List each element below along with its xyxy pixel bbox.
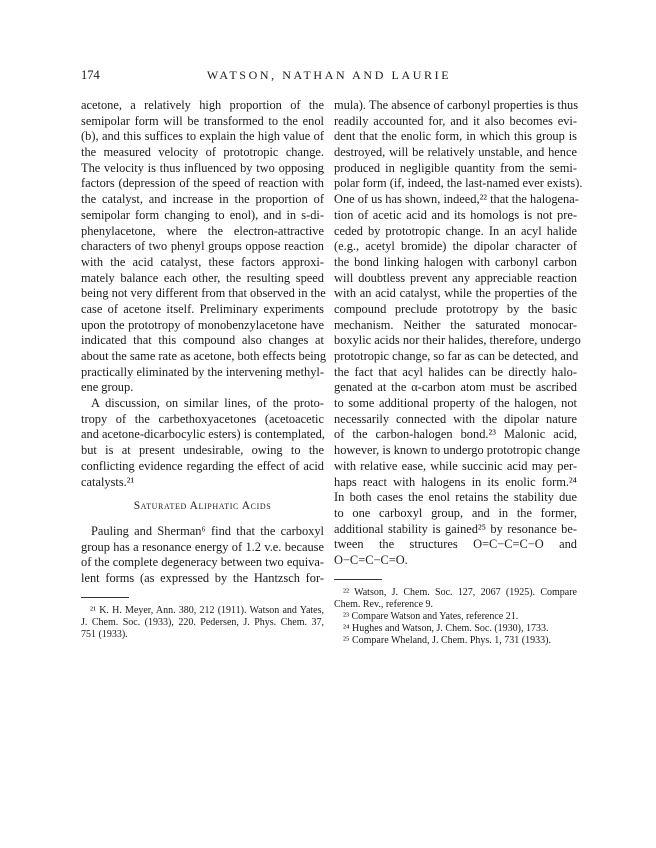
text-line: the fact that acyl halides can be directly halo- bbox=[334, 364, 577, 379]
footnotes bbox=[81, 605, 324, 641]
text-line: tropy of the carbethoxyacetones (acetoacetic bbox=[81, 411, 324, 426]
text-line: and acetone-dicarbocylic esters) is contemplated, bbox=[81, 427, 325, 442]
text-line: group has a resonance energy of 1.2 v.e. because bbox=[81, 539, 324, 554]
text-line: A discussion, on similar lines, of the proto- bbox=[91, 396, 324, 411]
text-line: to one carboxyl group, and in the former, bbox=[334, 505, 577, 520]
paragraph bbox=[81, 396, 324, 490]
paragraph bbox=[334, 98, 583, 569]
text-line: case of acetone itself. Preliminary experiments bbox=[81, 301, 324, 316]
text-line: the measured velocity of prototropic change. bbox=[81, 145, 324, 160]
text-line: with the acid catalyst, these factors approxi- bbox=[81, 254, 324, 269]
text-line: practically eliminated by the intervening methyl- bbox=[81, 364, 324, 379]
footnote-line: J. Chem. Soc. (1933), 220. Pedersen, J. Phys. Chem. 37, bbox=[81, 616, 324, 628]
footnote-divider bbox=[81, 597, 129, 598]
text-line: the catalyst, and increase in the proportion of bbox=[81, 192, 324, 207]
text-line: with an acid catalyst, while the properties of the bbox=[334, 286, 577, 301]
text-line: Pauling and Sherman⁶ find that the carboxyl bbox=[91, 523, 324, 538]
footnote-divider bbox=[334, 579, 382, 580]
footnote-line: ²² Watson, J. Chem. Soc. 127, 2067 (1925). Compare bbox=[343, 586, 577, 598]
text-line: necessarily connected with the dipolar nature bbox=[334, 411, 577, 426]
text-line: mately balance each other, the resulting speed bbox=[81, 270, 324, 285]
footnotes bbox=[334, 587, 577, 647]
running-head: WATSON, NATHAN AND LAURIE bbox=[206, 68, 452, 82]
text-line: polar form (if, indeed, the last-named ever exists). bbox=[334, 176, 583, 191]
footnote-line: ²³ Compare Watson and Yates, reference 21. bbox=[343, 610, 519, 622]
text-line: boxylic acids nor their halides, therefore, undergo bbox=[334, 333, 581, 348]
text-line: however, is known to undergo prototropic change bbox=[334, 443, 580, 458]
right-column bbox=[334, 98, 583, 647]
text-line: mula). The absence of carbonyl properties is thus bbox=[334, 98, 579, 112]
text-line: ene group. bbox=[81, 380, 134, 395]
text-line: O−C=C−C=O. bbox=[334, 552, 408, 567]
text-line: will doubtless prevent any appreciable reaction bbox=[334, 270, 577, 285]
text-line: (e.g., acetyl bromide) the dipolar character of bbox=[334, 239, 577, 254]
text-line: compound preclude prototropy by the basic bbox=[334, 301, 577, 316]
footnote-line: ²¹ K. H. Meyer, Ann. 380, 212 (1911). Watson and Yates, bbox=[90, 604, 324, 616]
text-line: ceded by prototropic change. In an acyl halide bbox=[334, 223, 577, 238]
text-line: additional stability is gained²⁵ by resonance be- bbox=[334, 521, 577, 536]
text-line: characters of two phenyl groups oppose reaction bbox=[81, 239, 324, 254]
text-line: to some additional property of the halogen, not bbox=[334, 396, 577, 411]
text-line: One of us has shown, indeed,²² that the halogena- bbox=[334, 192, 579, 207]
text-line: upon the prototropy of monobenzylacetone have bbox=[81, 317, 324, 332]
text-line: the bond linking halogen with carbonyl carbon bbox=[334, 254, 577, 269]
text-line: haps react with halogens in its enolic form.²⁴ bbox=[334, 474, 577, 489]
text-line: being not very different from that observed in the bbox=[81, 286, 326, 301]
text-line: mechanism. Neither the saturated monocar- bbox=[334, 317, 577, 332]
text-line: In both cases the enol retains the stability due bbox=[334, 490, 577, 505]
text-line: tion of acetic acid and its homologs is not pre- bbox=[334, 207, 577, 222]
paragraph bbox=[81, 98, 327, 396]
text-line: but is at present undesirable, owing to the bbox=[81, 443, 324, 458]
text-line: destroyed, will be relatively unstable, and hence bbox=[334, 145, 577, 160]
footnote-line: 751 (1933). bbox=[81, 628, 128, 640]
page-number: 174 bbox=[81, 68, 100, 82]
text-line: genated at the α-carbon atom must be ascribed bbox=[334, 380, 577, 395]
text-line: dent that the enolic form, in which this group is bbox=[334, 129, 577, 144]
page-header bbox=[81, 68, 577, 84]
text-line: semipolar form will be transformed to the enol bbox=[81, 113, 324, 128]
text-line: The velocity is thus influenced by two opposing bbox=[81, 160, 324, 175]
text-line: produced in negligible quantity from the semi- bbox=[334, 160, 577, 175]
text-line: of the carbon-halogen bond.²³ Malonic acid, bbox=[334, 427, 577, 442]
paragraph bbox=[81, 524, 324, 587]
footnote-line: ²⁵ Compare Wheland, J. Chem. Phys. 1, 731 (1933). bbox=[343, 634, 551, 646]
section-heading: Saturated Aliphatic Acids bbox=[133, 500, 272, 513]
text-line: conflicting evidence regarding the effect of acid bbox=[81, 458, 324, 473]
left-column bbox=[81, 98, 327, 641]
footnote-line: Chem. Rev., reference 9. bbox=[334, 598, 434, 610]
text-line: indicated that this compound also changes at bbox=[81, 333, 324, 348]
text-line: (b), and this suffices to explain the high value of bbox=[81, 129, 324, 144]
text-line: with relative ease, while succinic acid may per- bbox=[334, 458, 577, 473]
text-line: catalysts.²¹ bbox=[81, 474, 135, 489]
text-line: tween the structures O=C−C=C−O and bbox=[334, 537, 577, 552]
text-line: acetone, a relatively high proportion of the bbox=[81, 98, 324, 112]
text-line: readily accounted for, and it also becomes evi- bbox=[334, 113, 577, 128]
footnote-line: ²⁴ Hughes and Watson, J. Chem. Soc. (1930), 1733. bbox=[343, 622, 549, 634]
text-line: about the same rate as acetone, both effects being bbox=[81, 349, 327, 363]
text-line: phenylacetone, where the electron-attractive bbox=[81, 223, 324, 238]
text-line: factors (depression of the speed of reaction with bbox=[81, 176, 324, 191]
text-line: semipolar form changing to enol), and in s-di- bbox=[81, 207, 324, 222]
text-line: of the complete degeneracy between two equiva- bbox=[81, 555, 324, 570]
text-line: prototropic change, so far as can be detected, and bbox=[334, 349, 579, 363]
text-line: lent forms (as expressed by the Hantzsch for- bbox=[81, 570, 324, 585]
